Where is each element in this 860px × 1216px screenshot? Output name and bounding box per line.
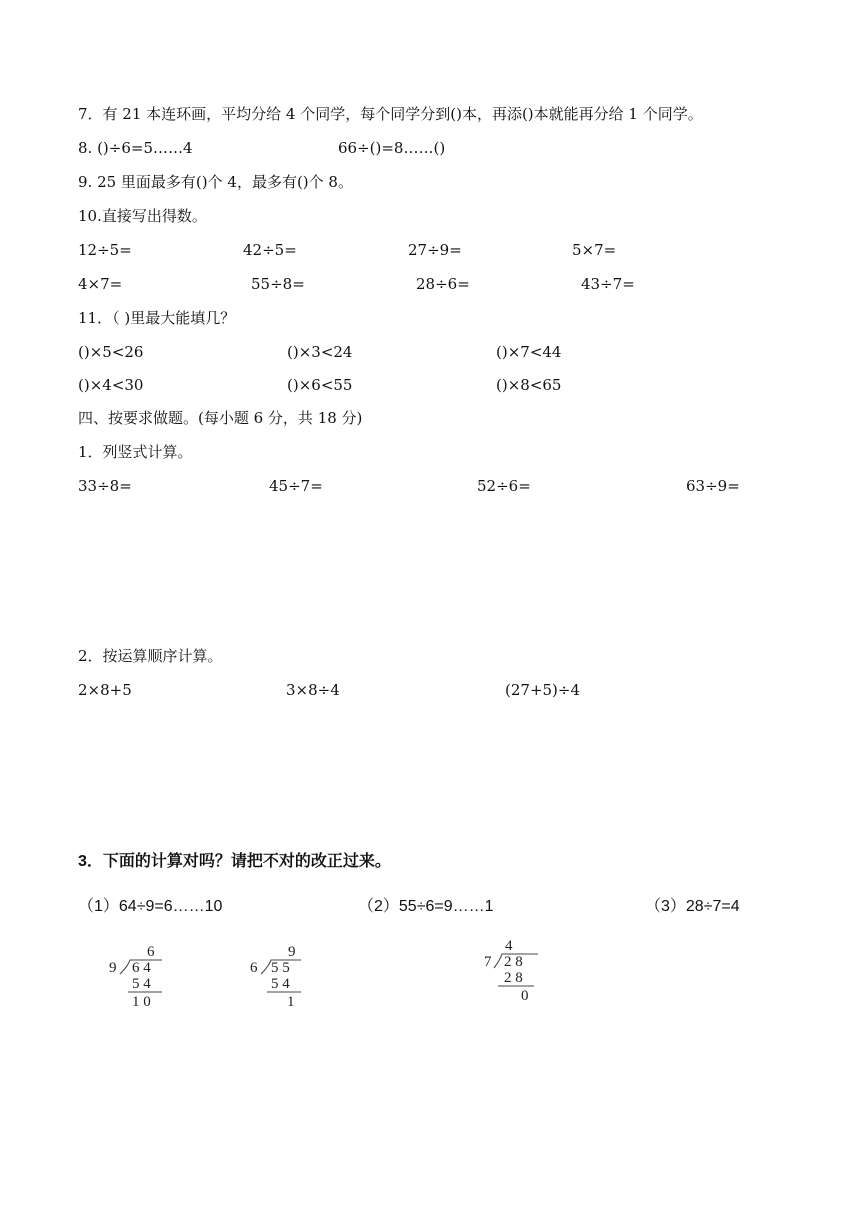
ld1-divisor: 9	[109, 960, 117, 976]
q10-item: 55÷8=	[251, 275, 305, 293]
q10-item: 4×7=	[78, 275, 123, 293]
ld2-remainder: 1	[287, 994, 295, 1010]
p1-item: 52÷6=	[477, 477, 531, 495]
p3-item: （3）28÷7=4	[645, 898, 740, 915]
ld3-product: 2 8	[504, 970, 523, 986]
long-division-1	[106, 940, 186, 1012]
p2-item: 3×8÷4	[286, 681, 340, 699]
long-division-2	[247, 940, 327, 1012]
ld1-product: 5 4	[132, 976, 151, 992]
q11-item: ()×7<44	[496, 343, 562, 361]
part-3-title: 3．下面的计算对吗？请把不对的改正过来。	[78, 853, 391, 870]
q11-item: ()×8<65	[496, 376, 562, 394]
ld2-divisor: 6	[250, 960, 258, 976]
q10-item: 12÷5=	[78, 241, 132, 259]
part-1-title: 1．列竖式计算。	[78, 443, 193, 461]
q10-item: 42÷5=	[243, 241, 297, 259]
p2-item: 2×8+5	[78, 681, 132, 699]
ld2-product: 5 4	[271, 976, 290, 992]
question-8-right: 66÷()=8……()	[338, 139, 446, 157]
ld1-dividend: 6 4	[132, 960, 151, 976]
q10-item: 5×7=	[572, 241, 617, 259]
q11-item: ()×6<55	[287, 376, 353, 394]
long-division-3	[482, 934, 562, 1006]
ld2-quotient: 9	[288, 944, 296, 960]
p1-item: 63÷9=	[686, 477, 740, 495]
q10-item: 27÷9=	[408, 241, 462, 259]
q10-item: 28÷6=	[416, 275, 470, 293]
question-11-title: 11．（ )里最大能填几？	[78, 309, 236, 327]
question-7: 7．有 21 本连环画，平均分给 4 个同学，每个同学分到()本，再添()本就能再分给 1 个同学。	[78, 105, 703, 123]
question-9: 9. 25 里面最多有()个 4，最多有()个 8。	[78, 173, 353, 191]
ld2-dividend: 5 5	[271, 960, 290, 976]
part-2-title: 2．按运算顺序计算。	[78, 647, 223, 665]
ld3-divisor: 7	[484, 954, 492, 970]
p1-item: 45÷7=	[269, 477, 323, 495]
ld3-dividend: 2 8	[504, 954, 523, 970]
p2-item: (27+5)÷4	[505, 681, 581, 699]
q11-item: ()×5<26	[78, 343, 144, 361]
ld1-remainder: 1 0	[132, 994, 151, 1010]
q11-item: ()×3<24	[287, 343, 353, 361]
p3-item: （1）64÷9=6……10	[78, 898, 223, 915]
p3-item: （2）55÷6=9……1	[358, 898, 494, 915]
q11-item: ()×4<30	[78, 376, 144, 394]
question-8-left: 8. ()÷6=5……4	[78, 139, 193, 157]
question-10-title: 10.直接写出得数。	[78, 207, 207, 225]
ld1-quotient: 6	[147, 944, 155, 960]
p1-item: 33÷8=	[78, 477, 132, 495]
q10-item: 43÷7=	[581, 275, 635, 293]
ld3-quotient: 4	[505, 938, 513, 954]
section-4-heading: 四、按要求做题。(每小题 6 分，共 18 分)	[78, 409, 363, 427]
ld3-remainder: 0	[521, 988, 529, 1004]
